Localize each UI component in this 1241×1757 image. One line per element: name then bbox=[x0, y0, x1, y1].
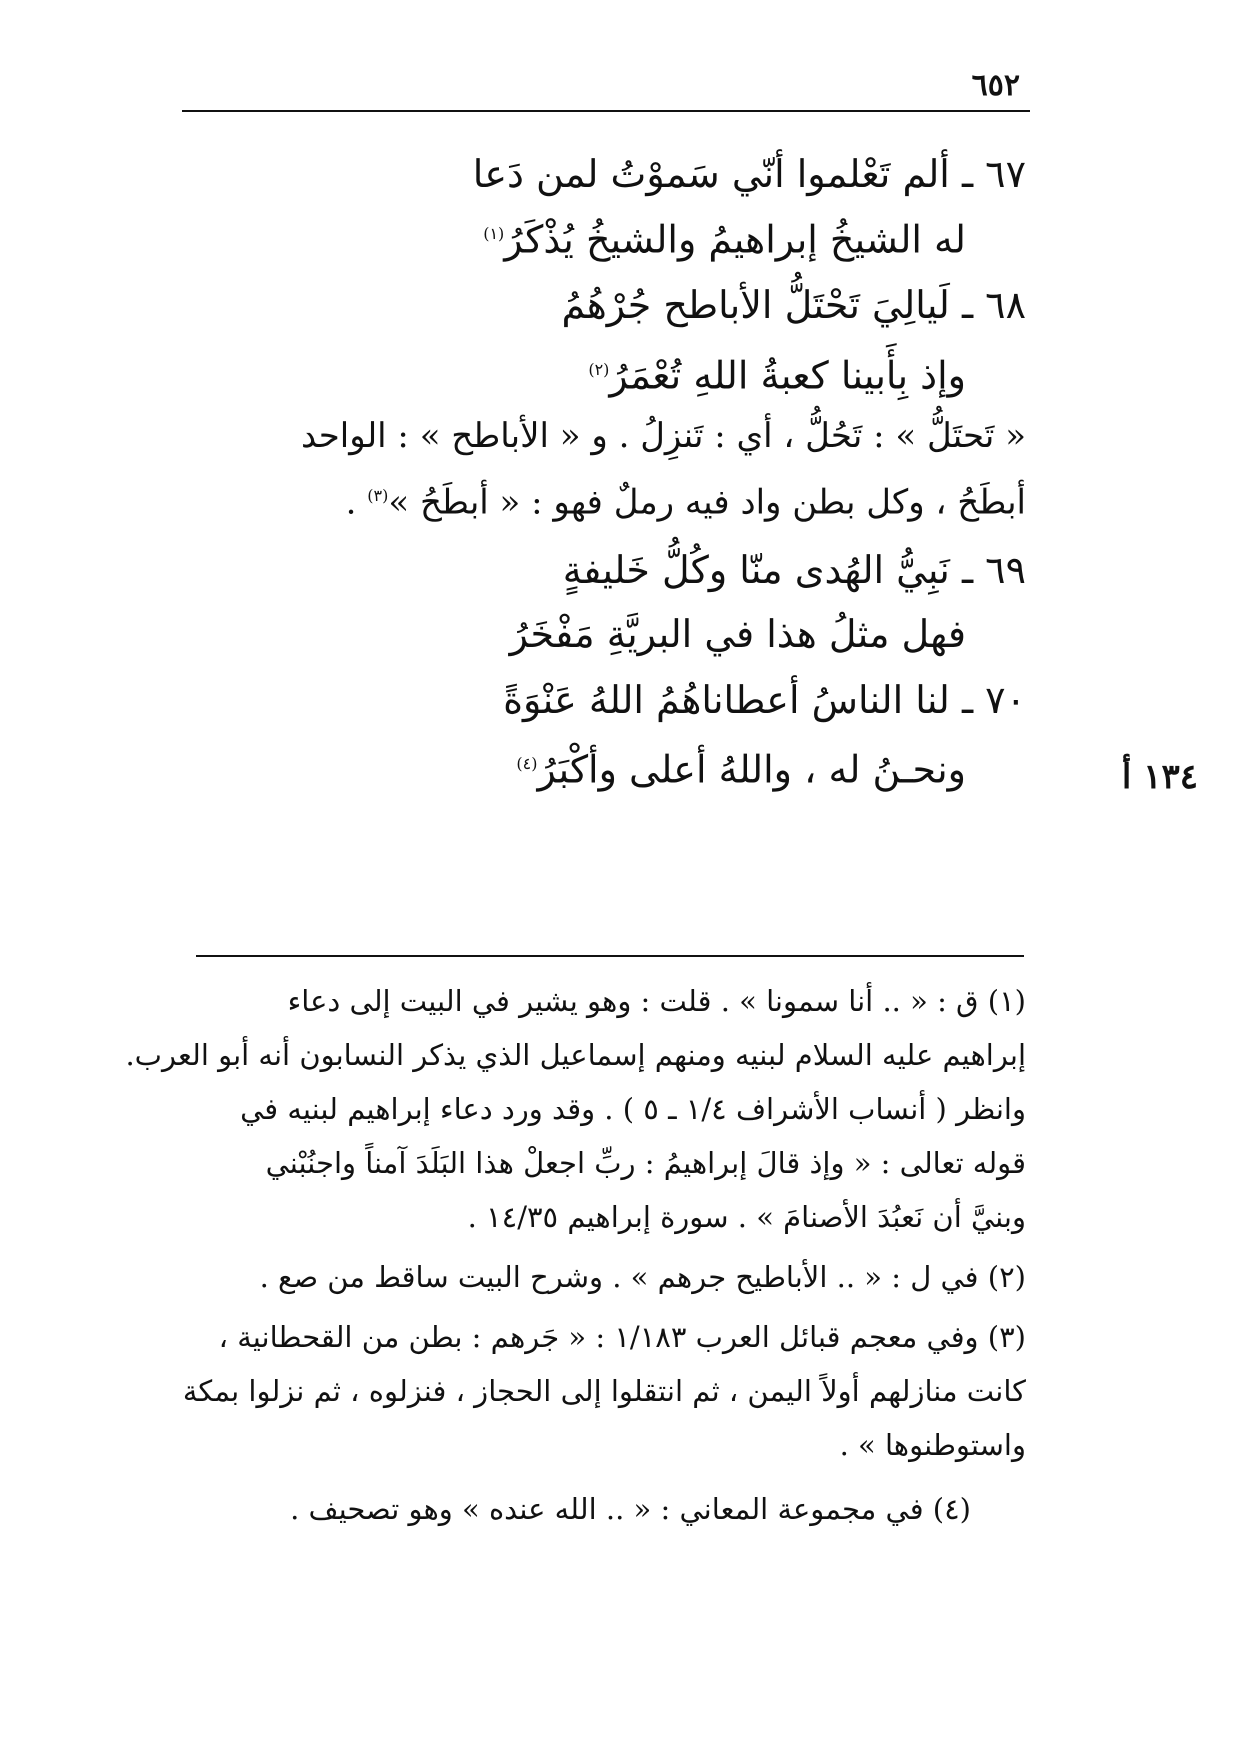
footnote-ref-3: (٣) bbox=[367, 486, 389, 505]
footnote-3-line-3: واستوطنوها » . bbox=[839, 1428, 1026, 1462]
footnote-ref-4: (٤) bbox=[516, 754, 538, 773]
footnote-1-line-1: (١) ق : « .. أنا سمونا » . قلت : وهو يشير في البيت إلى دعاء bbox=[287, 984, 1026, 1018]
commentary-line-2-text: أبطَحُ ، وكل بطن واد فيه رملٌ فهو : « أبطَحُ » bbox=[388, 482, 1026, 523]
manuscript-folio-note: ١٣٤ أ bbox=[1121, 757, 1198, 797]
commentary-line-1: « تَحتَلُّ » : تَحُلُّ ، أي : تَنزِلُ . و « الأباطح » : الواحد bbox=[300, 416, 1026, 456]
footnote-1-line-3: وانظر ( أنساب الأشراف ١/٤ ـ ٥ ) . وقد ورد دعاء إبراهيم لبنيه في bbox=[240, 1092, 1026, 1126]
verse-68-second-text: وإذ بِأَبينا كعبةُ اللهِ تُعْمَرُ bbox=[609, 353, 966, 398]
verse-67-second-hemistich bbox=[483, 212, 966, 262]
verse-68-second-hemistich bbox=[588, 348, 966, 398]
footnote-3-line-2: كانت منازلهم أولاً اليمن ، ثم انتقلوا إلى الحجاز ، فنزلوه ، ثم نزلوا بمكة bbox=[182, 1374, 1026, 1408]
header-rule bbox=[182, 110, 1030, 112]
footnote-ref-1: (١) bbox=[483, 224, 505, 243]
verse-68-first-hemistich: ٦٨ ـ لَيالِيَ تَحْتَلُّ الأباطح جُرْهُمُ bbox=[561, 283, 1026, 327]
verse-70-first-hemistich: ٧٠ ـ لنا الناسُ أعطاناهُمُ اللهُ عَنْوَةً bbox=[503, 678, 1026, 722]
footnote-rule bbox=[196, 955, 1024, 957]
verse-70-second-text: ونحـنُ له ، واللهُ أعلى وأكْبَرُ bbox=[537, 747, 966, 792]
footnote-2: (٢) في ل : « .. الأباطيح جرهم » . وشرح البيت ساقط من صع . bbox=[259, 1260, 1026, 1294]
verse-67-first-hemistich: ٦٧ ـ ألم تَعْلموا أنّي سَموْتُ لمن دَعا bbox=[472, 152, 1026, 196]
verse-67-second-text: له الشيخُ إبراهيمُ والشيخُ يُذْكَرُ bbox=[504, 217, 966, 262]
footnote-1-line-4: قوله تعالى : « وإذ قالَ إبراهيمُ : ربِّ اجعلْ هذا البَلَدَ آمناً واجنُبْني bbox=[265, 1146, 1026, 1180]
verse-69-first-hemistich: ٦٩ ـ نَبِيُّ الهُدى منّا وكُلُّ خَليفةٍ bbox=[562, 548, 1026, 592]
verse-69-second-hemistich: فهل مثلُ هذا في البريَّةِ مَفْخَرُ bbox=[509, 612, 966, 656]
page-number: ٦٥٢ bbox=[971, 68, 1020, 103]
footnote-1-line-2: إبراهيم عليه السلام لبنيه ومنهم إسماعيل الذي يذكر النسابون أنه أبو العرب. bbox=[125, 1038, 1026, 1072]
verse-70-second-hemistich bbox=[516, 742, 966, 792]
commentary-line-2 bbox=[346, 474, 1026, 524]
footnote-ref-2: (٢) bbox=[588, 360, 610, 379]
footnote-1-line-5: وبنيَّ أن نَعبُدَ الأصنامَ » . سورة إبراهيم ١٤/٣٥ . bbox=[467, 1200, 1026, 1234]
footnote-3-line-1: (٣) وفي معجم قبائل العرب ١/١٨٣ : « جَرهم : بطن من القحطانية ، bbox=[218, 1320, 1026, 1354]
commentary-line-2-end: . bbox=[345, 482, 357, 523]
footnote-4: (٤) في مجموعة المعاني : « .. الله عنده » وهو تصحيف . bbox=[290, 1492, 971, 1526]
